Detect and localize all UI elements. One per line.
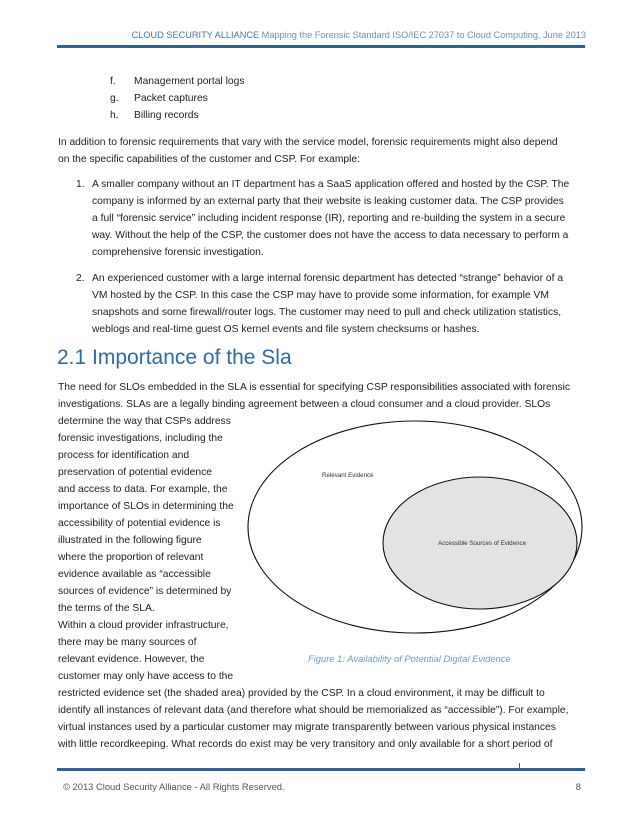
numbered-item-line: snapshots and some firewall/router logs. The customer may need to pull and check utilization statistics, [92, 307, 562, 318]
header-brand: CLOUD SECURITY ALLIANCE [131, 30, 260, 40]
paragraph-line: virtual instances used by a particular customer may migrate transparently between various physical instances [58, 722, 556, 733]
numbered-item-line: weblogs and real-time guest OS kernel events and file system checksums or hashes. [92, 324, 480, 335]
numbered-item-line: company is informed by an external party that their website is leaking customer data. The CSP provides [92, 196, 564, 207]
header-title: Mapping the Forensic Standard ISO/IEC 27037 to Cloud Computing, June 2013 [259, 30, 586, 40]
numbered-item-line: comprehensive forensic investigation. [92, 247, 264, 258]
list-item-text: Packet captures [134, 93, 208, 104]
paragraph-line: customer may only have access to the [58, 671, 234, 682]
relevant-evidence-label: Relevant Evidence [322, 472, 374, 479]
numbered-item-line: A smaller company without an IT department has a SaaS application offered and hosted by the CSP. The [92, 179, 570, 190]
evidence-diagram [244, 416, 586, 640]
paragraph-line: sources of evidence” is determined by [58, 586, 232, 597]
numbered-item-line: VM hosted by the CSP. In this case the CSP may have to provide some information, for example VM [92, 290, 549, 301]
paragraph-line: identify all instances of relevant data (and therefore what should be memorialized as “accessible”). For example, [58, 705, 569, 716]
numbered-item-line: way. Without the help of the CSP, the customer does not have the access to data necessary to perform a [92, 230, 569, 241]
list-marker: g. [110, 93, 119, 104]
numbered-item-line: An experienced customer with a large internal forensic department has detected “strange” behavior of a [92, 273, 564, 284]
list-item [110, 107, 199, 124]
accessible-evidence-label: Accessible Sources of Evidence [438, 540, 527, 547]
paragraph-line: investigations. SLAs are a legally binding agreement between a cloud consumer and a cloud provider. SLOs [58, 399, 551, 410]
paragraph-line: evidence available as “accessible [58, 569, 211, 580]
paragraph-line: The need for SLOs embedded in the SLA is essential for specifying CSP responsibilities associated with forensic [58, 382, 571, 393]
paragraph-line: forensic investigations, including the [58, 433, 223, 444]
numbered-item-line: a full “forensic service” including incident response (IR), reporting and re-building the system in a secure [92, 213, 566, 224]
paragraph-line: preservation of potential evidence [58, 467, 212, 478]
paragraph-line: accessibility of potential evidence is [58, 518, 221, 529]
footer-rule [57, 768, 585, 771]
paragraph-line: with little recordkeeping. What records do exist may be very transitory and only available for a short period of [58, 739, 553, 750]
paragraph-line: restricted evidence set (the shaded area) provided by the CSP. In a cloud environment, it may be difficult to [58, 688, 545, 699]
paragraph-line: Within a cloud provider infrastructure, [58, 620, 229, 631]
paragraph-line: on the specific capabilities of the customer and CSP. For example: [58, 154, 361, 165]
paragraph-line: In addition to forensic requirements that vary with the service model, forensic requirements might also depend [58, 137, 558, 148]
page-number: 8 [575, 781, 581, 792]
list-number: 1. [76, 179, 85, 190]
paragraph-line: the terms of the SLA. [58, 603, 155, 614]
paragraph-line: relevant evidence. However, the [58, 654, 205, 665]
list-item [110, 73, 244, 90]
footer-copyright: © 2013 Cloud Security Alliance - All Rights Reserved. [63, 781, 285, 792]
paragraph-line: process for identification and [58, 450, 190, 461]
paragraph-line: and access to data. For example, the [58, 484, 228, 495]
paragraph-line: importance of SLOs in determining the [58, 501, 234, 512]
list-item [110, 90, 208, 107]
figure-caption: Figure 1: Availability of Potential Digital Evidence [308, 653, 511, 664]
paragraph-line: there may be many sources of [58, 637, 197, 648]
list-marker: h. [110, 110, 119, 121]
list-item-text: Management portal logs [134, 76, 245, 87]
page-header [132, 30, 586, 40]
header-rule [57, 45, 585, 48]
paragraph-line: determine the way that CSPs address [58, 416, 231, 427]
paragraph-line: where the proportion of relevant [58, 552, 204, 563]
section-heading: 2.1 Importance of the Sla [57, 346, 292, 369]
paragraph-line: illustrated in the following figure [58, 535, 202, 546]
list-item-text: Billing records [134, 110, 199, 121]
list-number: 2. [76, 273, 85, 284]
list-marker: f. [110, 76, 116, 87]
